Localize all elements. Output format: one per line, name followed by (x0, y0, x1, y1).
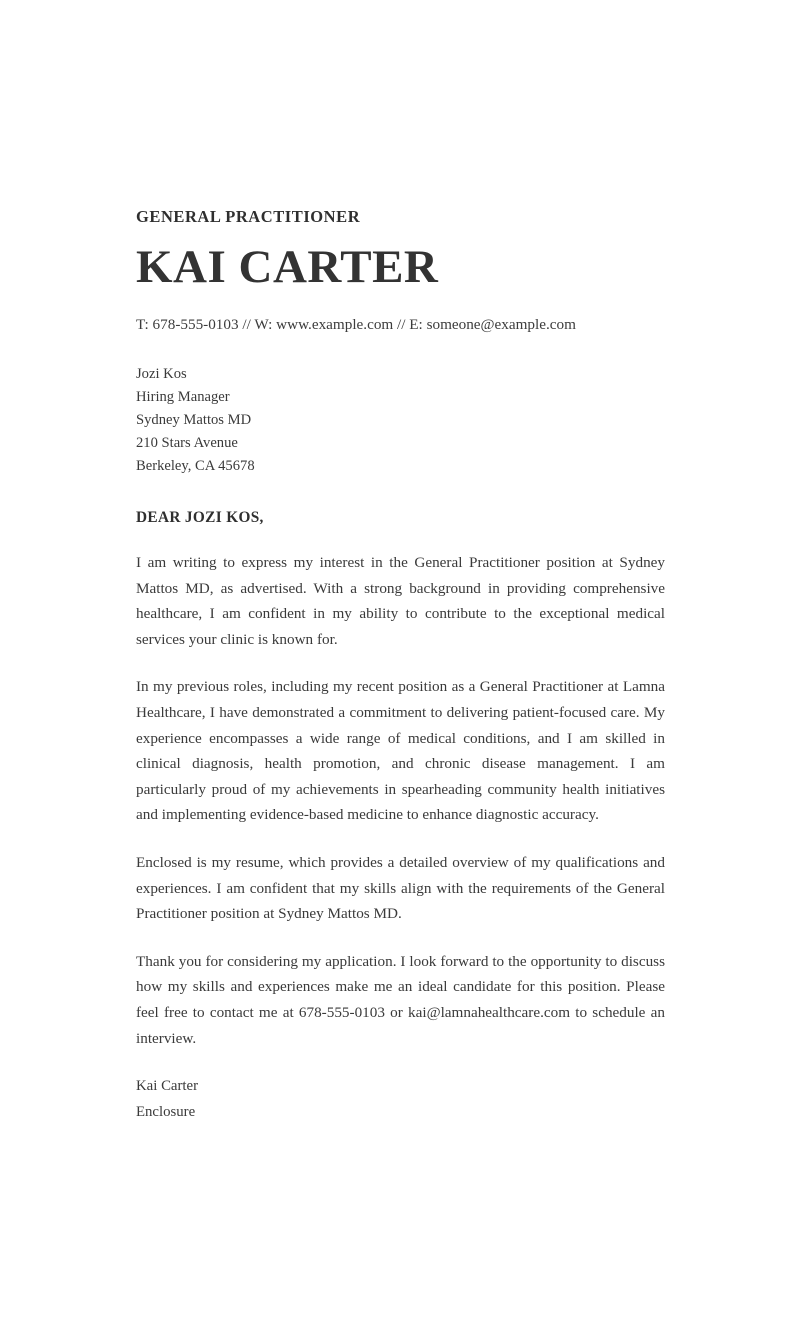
salutation: DEAR JOZI KOS, (136, 509, 264, 527)
recipient-city-state: Berkeley, CA 45678 (136, 458, 255, 475)
contact-line: T: 678-555-0103 // W: www.example.com // E: someone@example.com (136, 316, 576, 334)
signature-enclosure: Enclosure (136, 1104, 196, 1121)
recipient-street: 210 Stars Avenue (136, 435, 238, 452)
body-paragraph: I am writing to express my interest in the General Practitioner position at Sydney Mattos MD, as advertised. With a strong background in providing comprehensive healthcare, I am confident in my ability to contribute to the exceptional medical services your clinic is known for. (136, 554, 665, 648)
recipient-role: Hiring Manager (136, 389, 230, 406)
letter-content (136, 207, 665, 1125)
candidate-name: KAI CARTER (136, 240, 439, 293)
recipient-block (136, 363, 665, 478)
signature-block (136, 1073, 665, 1125)
job-title: GENERAL PRACTITIONER (136, 207, 361, 226)
signature-name: Kai Carter (136, 1078, 199, 1095)
body-paragraph: Enclosed is my resume, which provides a detailed overview of my qualifications and experiences. I am confident that my skills align with the requirements of the General Practitioner position at Sydney Mattos MD. (136, 853, 665, 923)
recipient-organization: Sydney Mattos MD (136, 412, 252, 429)
body-paragraph: Thank you for considering my application. I look forward to the opportunity to discuss how my skills and experiences make me an ideal candidate for this position. Please feel free to contact me at 678-555-0103 or kai@lamnahealthcare.com to schedule an interview. (136, 952, 665, 1047)
recipient-name: Jozi Kos (136, 366, 187, 383)
body-paragraph: In my previous roles, including my recent position as a General Practitioner at Lamna Healthcare, I have demonstrated a commitment to delivering patient-focused care. My experience encompasses a wide range of medical conditions, and I am skilled in clinical diagnosis, health promotion, and chronic disease management. I am particularly proud of my achievements in spearheading community health initiatives and implementing evidence-based medicine to enhance diagnostic accuracy. (136, 678, 665, 824)
